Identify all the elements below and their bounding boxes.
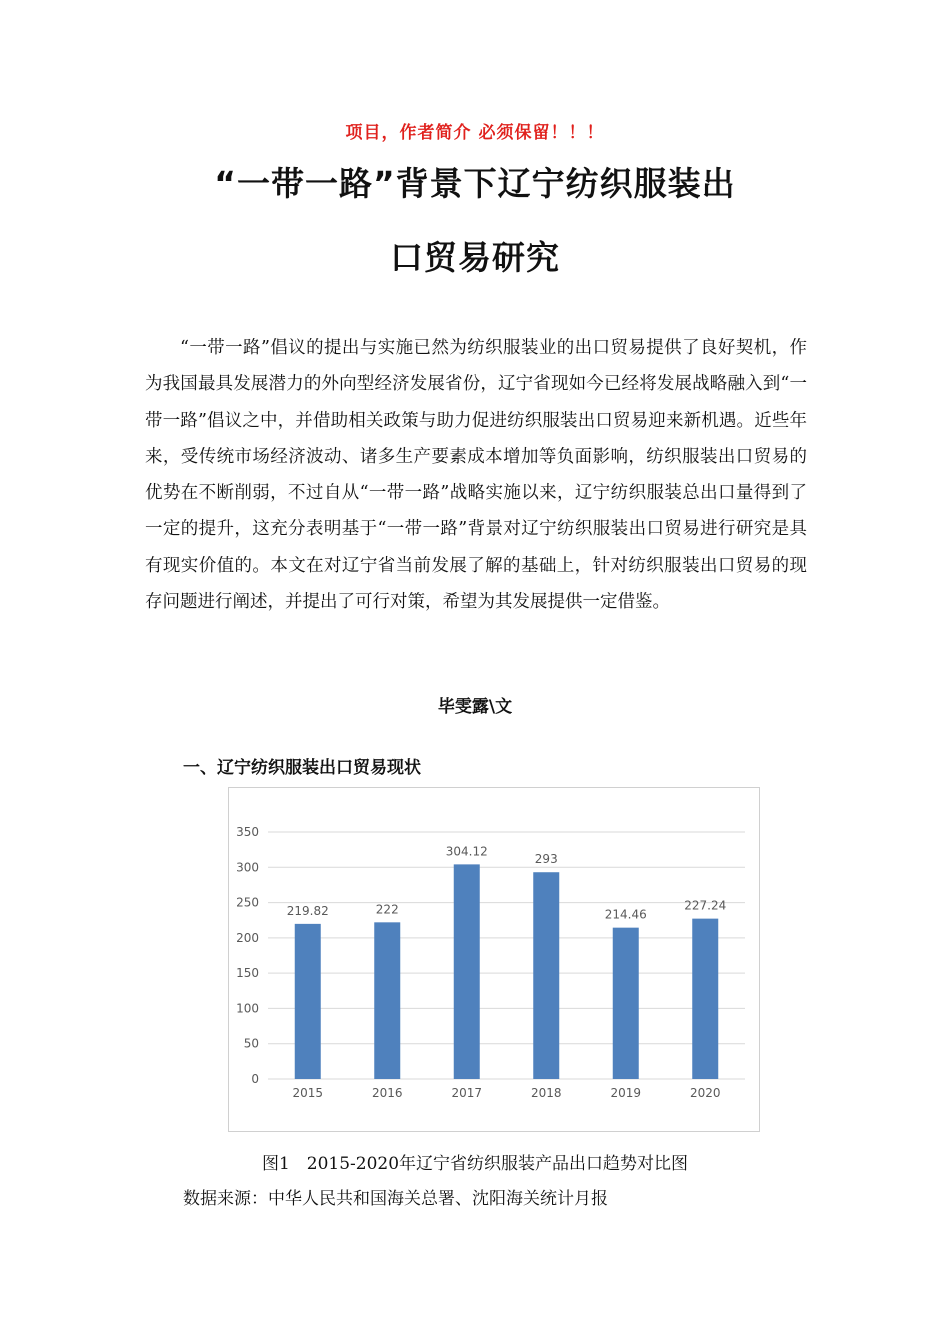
chart-canvas (229, 788, 759, 1131)
data-label: 222 (375, 902, 399, 917)
x-tick-label: 2018 (530, 1086, 562, 1100)
x-tick-label: 2017 (451, 1086, 483, 1100)
data-label: 219.82 (286, 903, 329, 918)
abstract-paragraph: “一带一路”倡议的提出与实施已然为纺织服装业的出口贸易提供了良好契机，作为我国最具发展潜力的外向型经济发展省份，辽宁省现如今已经将发展战略融入到“一带一路”倡议之中，并借助相关政策与助力促进纺织服装出口贸易迎来新机遇。近些年来，受传统市场经济波动、诸多生产要素成本增加等负面影响，纺织服装出口贸易的优势在不断削弱，不过自从“一带一路”战略实施以来，辽宁纺织服装总出口量得到了一定的提升，这充分表明基于“一带一路”背景对辽宁纺织服装出口贸易进行研究是具有现实价值的。本文在对辽宁省当前发展了解的基础上，针对纺织服装出口贸易的现存问题进行阐述，并提出了可行对策，希望为其发展提供一定借鉴。 (145, 338, 807, 613)
export-bar-chart (228, 787, 760, 1132)
y-tick-label: 350 (236, 825, 259, 839)
x-tick-label: 2019 (610, 1086, 642, 1100)
y-tick-label: 0 (251, 1072, 259, 1086)
y-tick-label: 200 (236, 930, 259, 945)
x-tick-label: 2016 (371, 1086, 403, 1100)
x-tick-label: 2015 (292, 1086, 324, 1100)
section-heading: 一、辽宁纺织服装出口贸易现状 (183, 758, 421, 778)
paper-title-line-1: “一带一路”背景下辽宁纺织服装出 (214, 164, 736, 203)
bar (295, 924, 321, 1079)
data-label: 227.24 (684, 898, 727, 913)
data-label: 214.46 (604, 907, 647, 922)
author-byline: 毕雯露\文 (437, 697, 513, 717)
retention-notice: 项目，作者简介 必须保留！！！ (345, 123, 605, 143)
figure-caption: 图1 2015-2020年辽宁省纺织服装产品出口趋势对比图 (261, 1154, 689, 1174)
y-tick-label: 250 (236, 895, 259, 910)
y-tick-label: 150 (236, 966, 259, 981)
bar (374, 922, 400, 1079)
bar (692, 919, 718, 1079)
y-tick-label: 300 (236, 860, 259, 875)
bar (533, 872, 559, 1079)
bar (454, 864, 480, 1079)
data-label: 304.12 (445, 844, 488, 859)
x-tick-label: 2020 (689, 1086, 721, 1100)
bar (613, 928, 639, 1079)
paper-title-line-2: 口贸易研究 (390, 238, 560, 277)
y-tick-label: 100 (236, 1001, 259, 1016)
y-tick-label: 50 (243, 1036, 259, 1051)
data-label: 293 (534, 852, 558, 867)
data-source-note: 数据来源：中华人民共和国海关总署、沈阳海关统计月报 (183, 1189, 608, 1209)
